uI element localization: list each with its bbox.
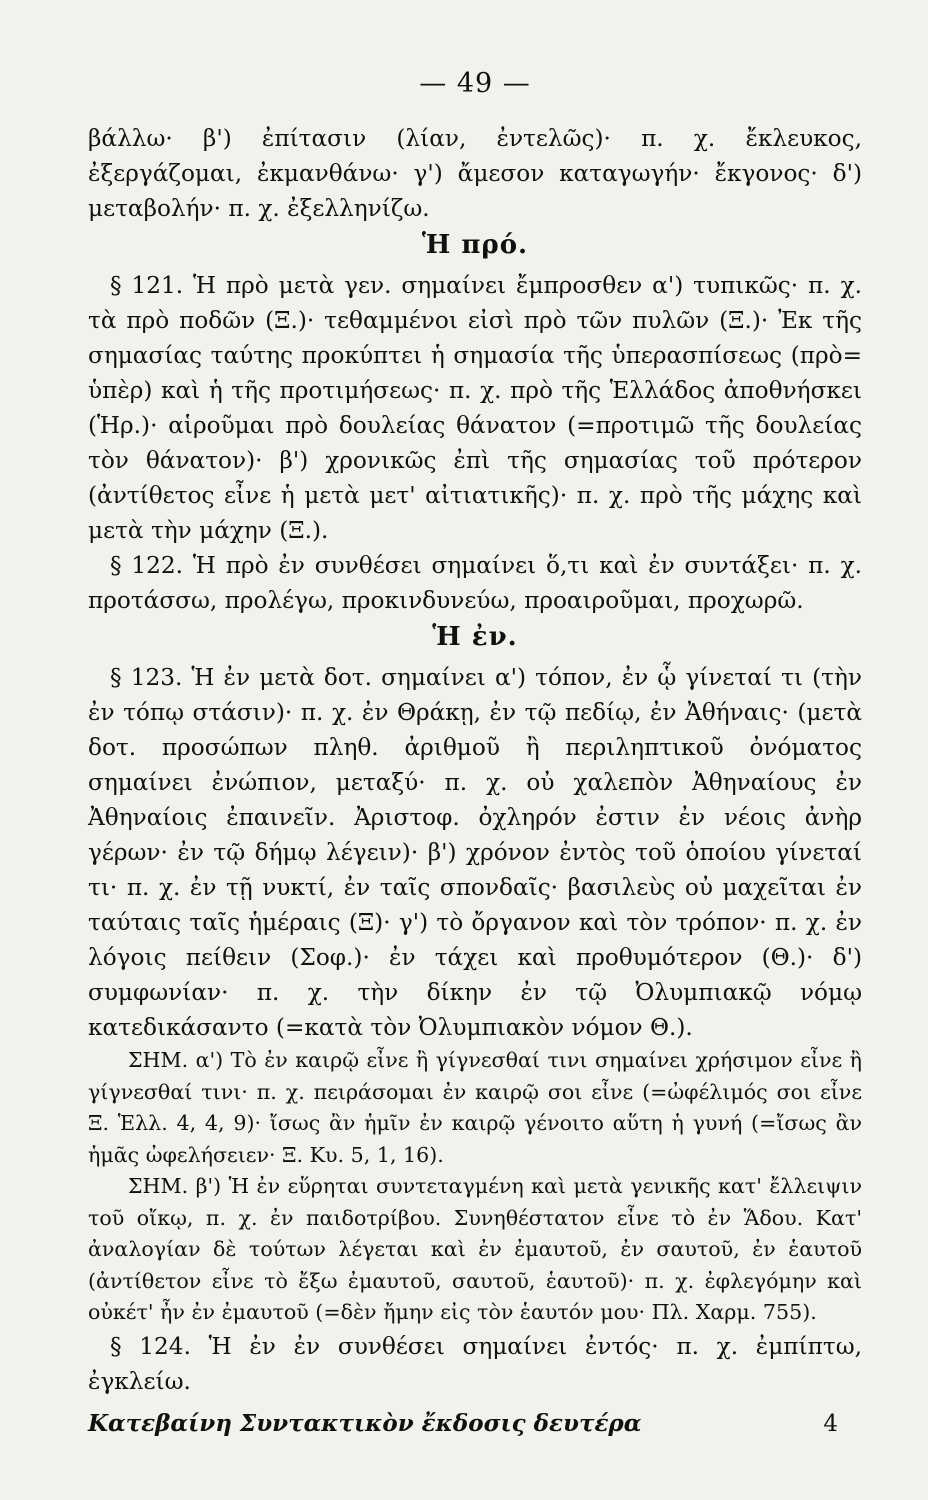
page-number: — 49 — [419, 68, 531, 99]
paragraph-intro: βάλλω· β') ἐπίτασιν (λίαν, ἐντελῶς)· π. χ. ἔκλευκος, ἐξεργάζομαι, ἐκμανθάνω· γ') ἄμεσον καταγωγήν· ἔκγονος· δ') μεταβολήν· π. χ. ἐξελληνίζω. [88, 125, 862, 222]
signature-mark: 4 [823, 1411, 838, 1437]
paragraph-124: § 124. Ἡ ἐν ἐν συνθέσει σημαίνει ἐντός· π. χ. ἐμπίπτω, ἐγκλείω. [88, 1332, 862, 1395]
note-a: ΣΗΜ. α') Τὸ ἐν καιρῷ εἶνε ἢ γίγνεσθαί τινι σημαίνει χρήσιμον εἶνε ἢ γίγνεσθαί τινι· π. χ. πειράσομαι ἐν καιρῷ σοι εἶνε (=ὠφέλιμός σοι εἶνε Ξ. Ἑλλ. 4, 4, 9)· ἴσως ἂν ἡμῖν ἐν καιρῷ γένοιτο αὕτη ἡ γυνή (=ἴσως ἂν ἡμᾶς ὠφελήσειεν· Ξ. Κυ. 5, 1, 16). [88, 1048, 862, 1167]
section-heading-en: Ἡ ἐν. [432, 622, 518, 652]
paragraph-121: § 121. Ἡ πρὸ μετὰ γεν. σημαίνει ἔμπροσθεν α') τυπικῶς· π. χ. τὰ πρὸ ποδῶν (Ξ.)· τεθαμμένοι εἰσὶ πρὸ τῶν πυλῶν (Ξ.)· Ἐκ τῆς σημασίας ταύτης προκύπτει ἡ σημασία τῆς ὑπερασπίσεως (πρὸ= ὑπὲρ) καὶ ἡ τῆς προτιμήσεως· π. χ. πρὸ τῆς Ἑλλάδος ἀποθνήσκει (Ἡρ.)· αἱροῦμαι πρὸ δουλείας θάνατον (=προτιμῶ τῆς δουλείας τὸν θάνατον)· β') χρονικῶς ἐπὶ τῆς σημασίας τοῦ πρότερον (ἀντίθετος εἶνε ἡ μετὰ μετ' αἰτιατικῆς)· π. χ. πρὸ τῆς μάχης καὶ μετὰ τὴν μάχην (Ξ.). [88, 272, 862, 544]
footer-title: Κατεβαίνη Συντακτικὸν ἔκδοσις δευτέρα [88, 1410, 642, 1437]
note-b: ΣΗΜ. β') Ἡ ἐν εὕρηται συντεταγμένη καὶ μετὰ γενικῆς κατ' ἔλλειψιν τοῦ οἴκῳ, π. χ. ἐν παιδοτρίβου. Συνηθέστατον εἶνε τὸ ἐν Ἅδου. Κατ' ἀναλογίαν δὲ τούτων λέγεται καὶ ἐν ἐμαυτοῦ, ἐν σαυτοῦ, ἐν ἑαυτοῦ (ἀντίθετον εἶνε τὸ ἔξω ἐμαυτοῦ, σαυτοῦ, ἑαυτοῦ)· π. χ. ἐφλεγόμην καὶ οὐκέτ' ἦν ἐν ἐμαυτοῦ (=δὲν ἤμην εἰς τὸν ἑαυτόν μου· Πλ. Χαρμ. 755). [88, 1174, 862, 1324]
paragraph-122: § 122. Ἡ πρὸ ἐν συνθέσει σημαίνει ὅ,τι καὶ ἐν συντάξει· π. χ. προτάσσω, προλέγω, προκινδυνεύω, προαιροῦμαι, προχωρῶ. [88, 552, 862, 614]
section-heading-pro: Ἡ πρό. [421, 230, 529, 260]
page-footer [88, 1410, 862, 1437]
paragraph-123: § 123. Ἡ ἐν μετὰ δοτ. σημαίνει α') τόπον, ἐν ᾧ γίνεταί τι (τὴν ἐν τόπῳ στάσιν)· π. χ. ἐν Θράκῃ, ἐν τῷ πεδίῳ, ἐν Ἀθήναις· (μετὰ δοτ. προσώπων πληθ. ἀριθμοῦ ἢ περιληπτικοῦ ὀνόματος σημαίνει ἐνώπιον, μεταξύ· π. χ. οὐ χαλεπὸν Ἀθηναίους ἐν Ἀθηναίοις ἐπαινεῖν. Ἀριστοφ. ὀχληρόν ἐστιν ἐν νέοις ἀνὴρ γέρων· ἐν τῷ δήμῳ λέγειν)· β') χρόνον ἐντὸς τοῦ ὁποίου γίνεταί τι· π. χ. ἐν τῇ νυκτί, ἐν ταῖς σπονδαῖς· βασιλεὺς οὐ μαχεῖται ἐν ταύταις ταῖς ἡμέραις (Ξ)· γ') τὸ ὄργανον καὶ τὸν τρόπον· π. χ. ἐν λόγοις πείθειν (Σοφ.)· ἐν τάχει καὶ προθυμότερον (Θ.)· δ') συμφωνίαν· π. χ. τὴν δίκην ἐν τῷ Ὀλυμπιακῷ νόμῳ κατεδικάσαντο (=κατὰ τὸν Ὀλυμπιακὸν νόμον Θ.). [88, 664, 862, 1041]
